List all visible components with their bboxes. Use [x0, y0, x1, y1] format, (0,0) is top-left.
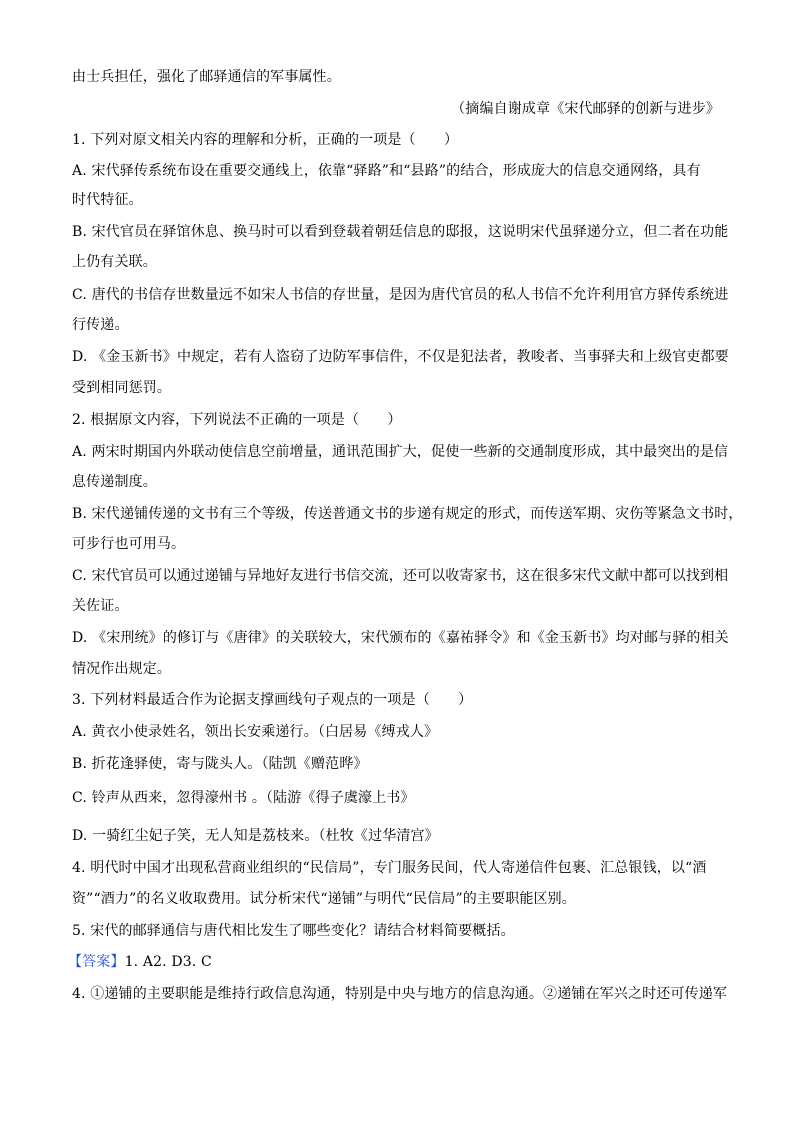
q2-option-b-line1: B. 宋代递铺传递的文书有三个等级，传送普通文书的步递有规定的形式，而传送军期、灾伤等紧急文书时， [72, 506, 743, 522]
q3-option-a: A. 黄衣小使录姓名，领出长安乘递行。（白居易《缚戎人》 [72, 724, 439, 740]
q2-option-a-line2: 息传递制度。 [72, 474, 157, 490]
question-5: 5. 宋代的邮驿通信与唐代相比发生了哪些变化？请结合材料简要概括。 [72, 923, 515, 939]
q2-option-d-line1: D. 《宋刑统》的修订与《唐律》的关联较大，宋代颁布的《嘉祐驿令》和《金玉新书》均对邮与驿的相关 [72, 630, 729, 646]
question-1-stem: 1. 下列对原文相关内容的理解和分析，正确的一项是（ ） [72, 132, 459, 148]
q1-option-b-line1: B. 宋代官员在驿馆休息、换马时可以看到登载着朝廷信息的邸报，这说明宋代虽驿递分立，但二者在功能 [72, 224, 729, 240]
answer-label: 【答案】 [68, 954, 125, 970]
question-2-stem: 2. 根据原文内容，下列说法不正确的一项是（ ） [72, 412, 402, 428]
q1-option-c-line2: 行传递。 [72, 317, 129, 333]
q1-option-c-line1: C. 唐代的书信存世数量远不如宋人书信的存世量，是因为唐代官员的私人书信不允许利用官方驿传系统进 [72, 287, 729, 303]
q1-option-a-line1: A. 宋代驿传系统布设在重要交通线上，依靠“驿路”和“县路”的结合，形成庞大的信息交通网络，具有 [72, 163, 701, 179]
q2-option-d-line2: 情况作出规定。 [72, 661, 172, 677]
q3-option-d: D. 一骑红尘妃子笑，无人知是荔枝来。（杜牧《过华清宫》 [72, 828, 439, 844]
q2-option-c-line2: 关佐证。 [72, 598, 129, 614]
answer-line [68, 952, 722, 972]
intro-tail-line: 由士兵担任，强化了邮驿通信的军事属性。 [72, 69, 341, 85]
q2-option-c-line1: C. 宋代官员可以通过递铺与异地好友进行书信交流，还可以收寄家书，这在很多宋代文献中都可以找到相 [72, 568, 729, 584]
question-4-line2: 资”“酒力”的名义收取费用。试分析宋代“递铺”与明代“民信局”的主要职能区别。 [72, 891, 576, 907]
q3-option-c: C. 铃声从西来，忽得濠州书 。（陆游《得子虞濠上书》 [72, 790, 415, 806]
q3-option-b: B. 折花逢驿使，寄与陇头人。（陆凯《赠范晔》 [72, 756, 368, 772]
question-3-stem: 3. 下列材料最适合作为论据支撑画线句子观点的一项是（ ） [72, 692, 473, 708]
q2-option-b-line2: 可步行也可用马。 [72, 536, 186, 552]
q1-option-b-line2: 上仍有关联。 [72, 254, 157, 270]
question-4-line1: 4. 明代时中国才出现私营商业组织的“民信局”，专门服务民间，代人寄递信件包裹、汇总银钱，以“酒 [72, 860, 707, 876]
q1-option-a-line2: 时代特征。 [72, 192, 143, 208]
q1-option-d-line2: 受到相同惩罚。 [72, 380, 172, 396]
q2-option-a-line1: A. 两宋时期国内外联动使信息空前增量，通讯范围扩大，促使一些新的交通制度形成，其中最突出的是信 [72, 444, 729, 460]
q1-option-d-line1: D. 《金玉新书》中规定，若有人盗窃了边防军事信件，不仅是犯法者，教唆者、当事驿夫和上级官吏都要 [72, 349, 729, 365]
answer-text: 1. A2. D3. C [124, 954, 212, 970]
source-citation: （摘编自谢成章《宋代邮驿的创新与进步》 [451, 101, 720, 117]
answer-4-line: 4. ①递铺的主要职能是维持行政信息沟通，特别是中央与地方的信息沟通。②递铺在军兴之时还可传递军 [72, 986, 728, 1002]
